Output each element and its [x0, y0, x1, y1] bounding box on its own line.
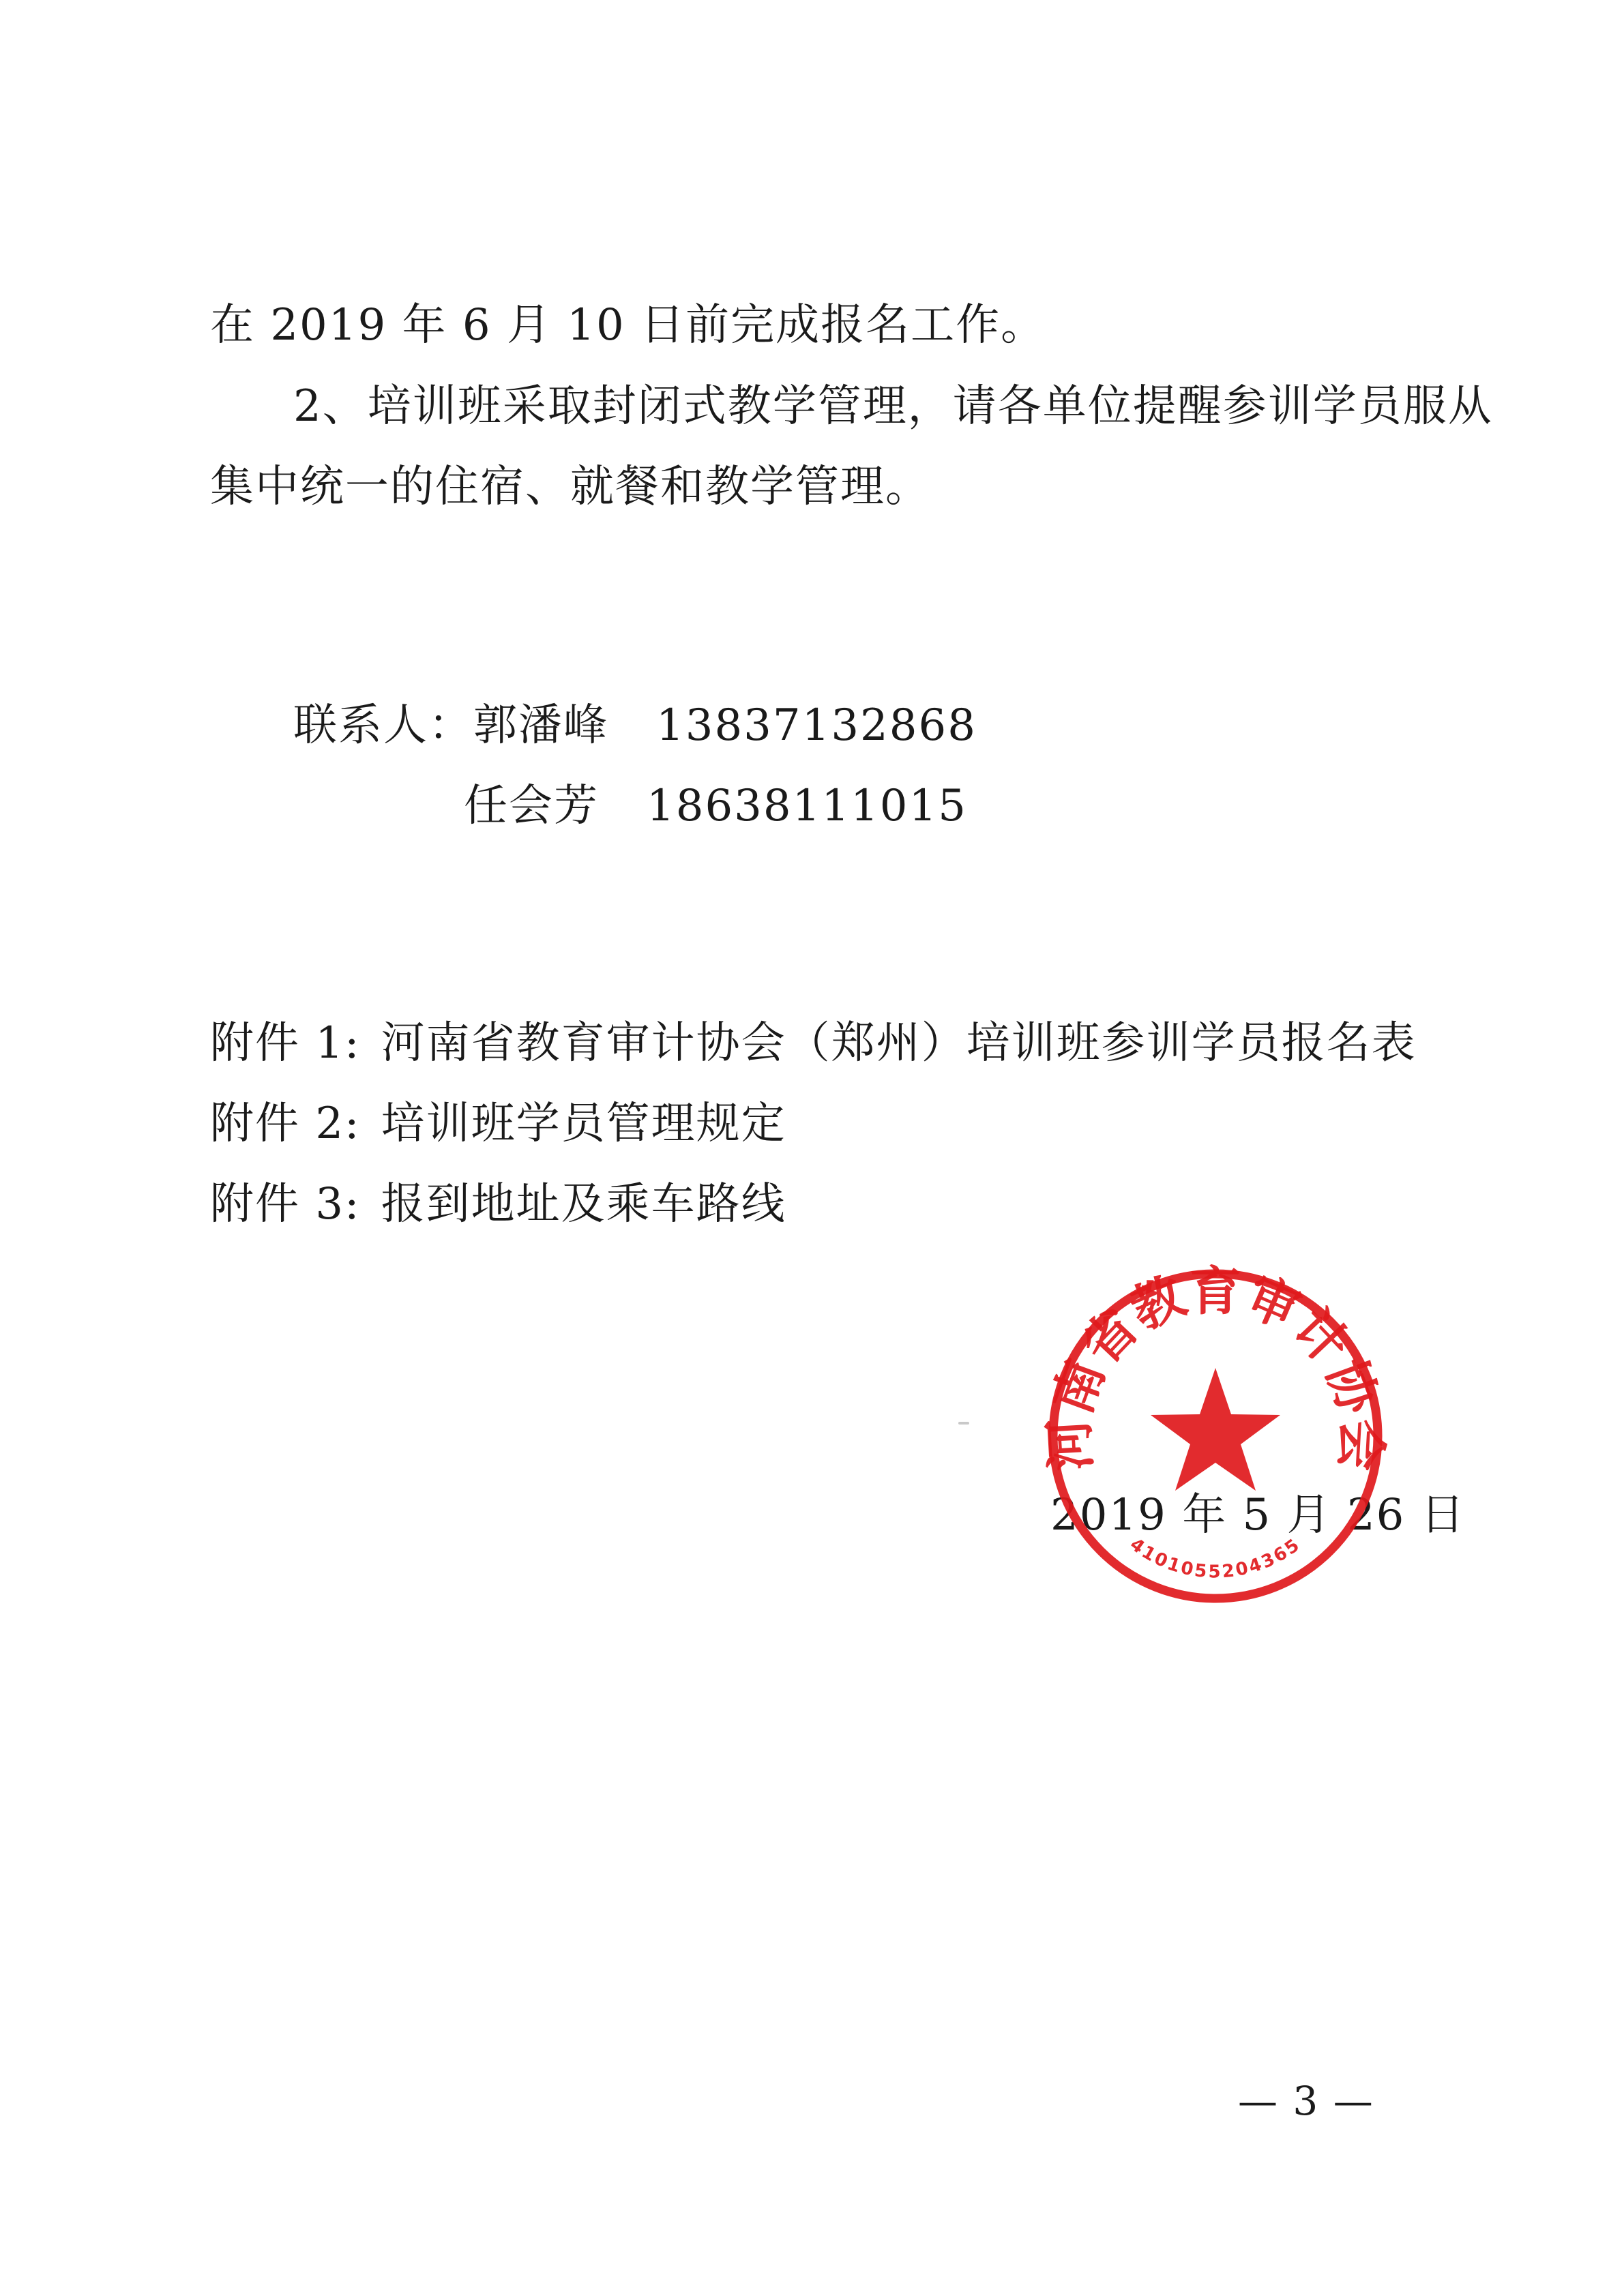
- attachment-label: 附件 1:: [210, 1018, 361, 1069]
- attachment-2: [210, 1099, 786, 1149]
- contact-name: 任会芳: [464, 781, 599, 831]
- seal-star-icon: [1151, 1368, 1280, 1491]
- contact-row-1: [293, 700, 977, 751]
- page-number: — 3 —: [1238, 2078, 1374, 2124]
- seal-code: 4101055204365: [1125, 1534, 1305, 1583]
- attachment-3: [210, 1179, 786, 1229]
- contact-name: 郭潘峰: [473, 700, 608, 751]
- paragraph-1-end: 在 2019 年 6 月 10 日前完成报名工作。: [210, 300, 1046, 351]
- paragraph-2-line-2: 集中统一的住宿、就餐和教学管理。: [210, 462, 930, 512]
- contact-label: 联系人：: [293, 700, 473, 751]
- attachment-1: [210, 1018, 1417, 1069]
- contact-phone: 18638111015: [647, 781, 967, 831]
- attachment-title: 培训班学员管理规定: [381, 1099, 786, 1149]
- paragraph-2-line-1: 2、培训班采取封闭式教学管理，请各单位提醒参训学员服从: [293, 381, 1493, 432]
- attachment-label: 附件 3:: [210, 1179, 361, 1229]
- attachment-label: 附件 2:: [210, 1099, 361, 1149]
- official-seal: [1038, 1260, 1393, 1607]
- attachment-title: 河南省教育审计协会（郑州）培训班参训学员报名表: [381, 1018, 1417, 1069]
- scan-speck: [958, 1422, 969, 1425]
- attachment-title: 报到地址及乘车路线: [381, 1179, 786, 1229]
- seal-graphic: [1038, 1260, 1393, 1607]
- contact-phone: 13837132868: [656, 700, 977, 751]
- contact-row-2: [464, 781, 967, 831]
- seal-name: 河南省教育审计协会: [1038, 1260, 1393, 1473]
- signature-date: 2019 年 5 月 26 日: [1050, 1490, 1466, 1540]
